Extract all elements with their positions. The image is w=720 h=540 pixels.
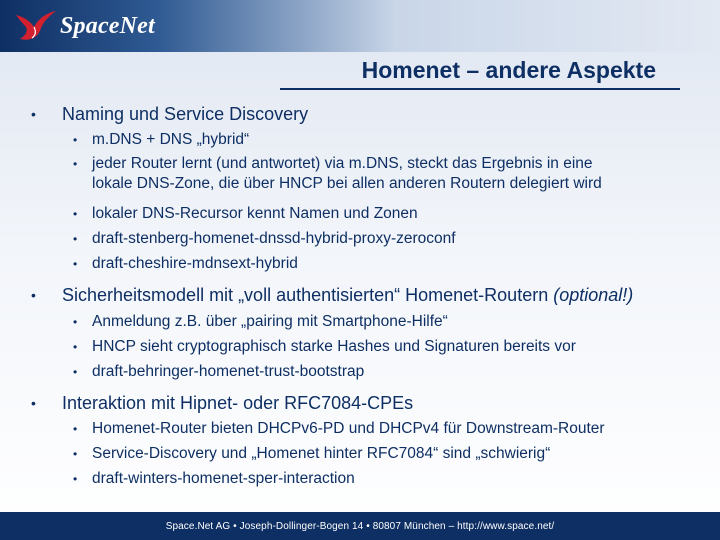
bullet-icon: • xyxy=(73,422,78,436)
logo-text: SpaceNet xyxy=(60,12,155,39)
section-heading: Naming und Service Discovery xyxy=(62,104,309,124)
bullet-icon: • xyxy=(31,287,36,303)
bullet-icon: • xyxy=(73,447,78,461)
bullet-icon: • xyxy=(31,106,36,122)
bullet-icon: • xyxy=(73,340,78,354)
bullet-icon: • xyxy=(73,472,78,486)
list-item: draft-behringer-homenet-trust-bootstrap xyxy=(92,363,365,380)
bullet-icon: • xyxy=(73,232,78,246)
list-item: HNCP sieht cryptographisch starke Hashes und Signaturen bereits vor xyxy=(92,338,576,355)
list-item: Homenet-Router bieten DHCPv6-PD und DHCPv4 für Downstream-Router xyxy=(92,420,605,437)
section-heading: Interaktion mit Hipnet- oder RFC7084-CPEs xyxy=(62,393,414,413)
bullet-icon: • xyxy=(73,315,78,329)
list-item: draft-cheshire-mdnsext-hybrid xyxy=(92,255,298,272)
list-item: m.DNS + DNS „hybrid“ xyxy=(92,131,250,148)
list-item: jeder Router lernt (und antwortet) via m.DNS, steckt das Ergebnis in eine xyxy=(92,155,593,172)
bullet-icon: • xyxy=(73,365,78,379)
list-item: lokaler DNS-Recursor kennt Namen und Zonen xyxy=(92,205,418,222)
section-heading-suffix: (optional!) xyxy=(553,285,634,305)
list-item: draft-winters-homenet-sper-interaction xyxy=(92,470,355,487)
bullet-icon: • xyxy=(73,207,78,221)
bullet-icon: • xyxy=(73,133,78,147)
bullet-icon: • xyxy=(73,257,78,271)
list-item: Anmeldung z.B. über „pairing mit Smartphone-Hilfe“ xyxy=(92,313,448,330)
footer-text: Space.Net AG • Joseph-Dollinger-Bogen 14 • 80807 München – http://www.space.net/ xyxy=(165,520,555,532)
bullet-icon: • xyxy=(73,157,78,171)
section-heading-text: Sicherheitsmodell mit „voll authentisierten“ Homenet-Routern xyxy=(62,285,549,305)
list-item: Service-Discovery und „Homenet hinter RFC7084“ sind „schwierig“ xyxy=(92,445,551,462)
list-item: draft-stenberg-homenet-dnssd-hybrid-proxy-zeroconf xyxy=(92,230,456,247)
slide-title: Homenet – andere Aspekte xyxy=(361,57,656,83)
bullet-icon: • xyxy=(31,395,36,411)
list-item-continuation: lokale DNS-Zone, die über HNCP bei allen anderen Routern delegiert wird xyxy=(92,175,602,192)
section-heading xyxy=(62,285,633,306)
footer-bar xyxy=(0,512,720,540)
